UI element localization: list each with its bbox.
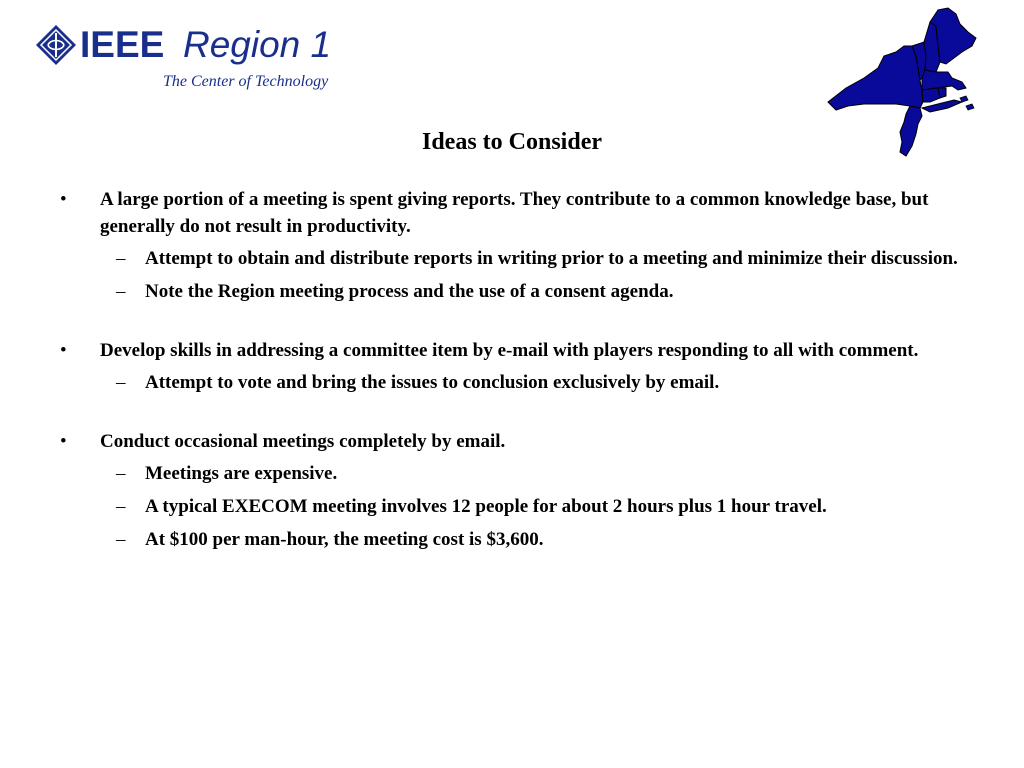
sub-bullet-text: A typical EXECOM meeting involves 12 people for about 2 hours plus 1 hour travel.: [145, 496, 827, 517]
bullet-marker: •: [60, 340, 67, 361]
ieee-region-1-logo: [35, 22, 365, 97]
sub-bullet-item: [58, 493, 988, 520]
sub-bullet-text: At $100 per man-hour, the meeting cost is $3,600.: [145, 529, 544, 550]
bullet-item: [58, 186, 988, 240]
bullet-group: [58, 428, 988, 553]
sub-bullet-text: Attempt to obtain and distribute reports in writing prior to a meeting and minimize their discussion.: [145, 248, 958, 269]
sub-bullet-item: [58, 278, 988, 305]
bullet-item: [58, 337, 988, 364]
bullet-text: Conduct occasional meetings completely by email.: [100, 431, 506, 452]
slide-content: [58, 186, 988, 585]
sub-bullet-text: Attempt to vote and bring the issues to conclusion exclusively by email.: [145, 372, 720, 393]
sub-bullet-text: Note the Region meeting process and the use of a consent agenda.: [145, 281, 674, 302]
ieee-diamond-icon: [35, 24, 77, 66]
bullet-group: [58, 186, 988, 305]
bullet-text: A large portion of a meeting is spent giving reports. They contribute to a common knowledge base, but generally do not result in productivity.: [100, 189, 929, 237]
bullet-text: Develop skills in addressing a committee item by e-mail with players responding to all with comment.: [100, 340, 919, 361]
sub-bullet-text: Meetings are expensive.: [145, 463, 338, 484]
sub-bullet-item: [58, 526, 988, 553]
bullet-marker: •: [60, 189, 67, 210]
bullet-item: [58, 428, 988, 455]
slide-title: Ideas to Consider: [421, 129, 602, 155]
bullet-marker: •: [60, 431, 67, 452]
dash-marker: –: [116, 496, 126, 517]
dash-marker: –: [116, 529, 126, 550]
logo-region-label: Region 1: [183, 24, 332, 65]
sub-bullet-item: [58, 460, 988, 487]
dash-marker: –: [116, 281, 126, 302]
logo-tagline: The Center of Technology: [163, 73, 329, 90]
dash-marker: –: [116, 372, 126, 393]
bullet-group: [58, 337, 988, 396]
sub-bullet-item: [58, 369, 988, 396]
dash-marker: –: [116, 463, 126, 484]
dash-marker: –: [116, 248, 126, 269]
sub-bullet-item: [58, 245, 988, 272]
logo-wordmark: IEEE: [80, 24, 165, 65]
